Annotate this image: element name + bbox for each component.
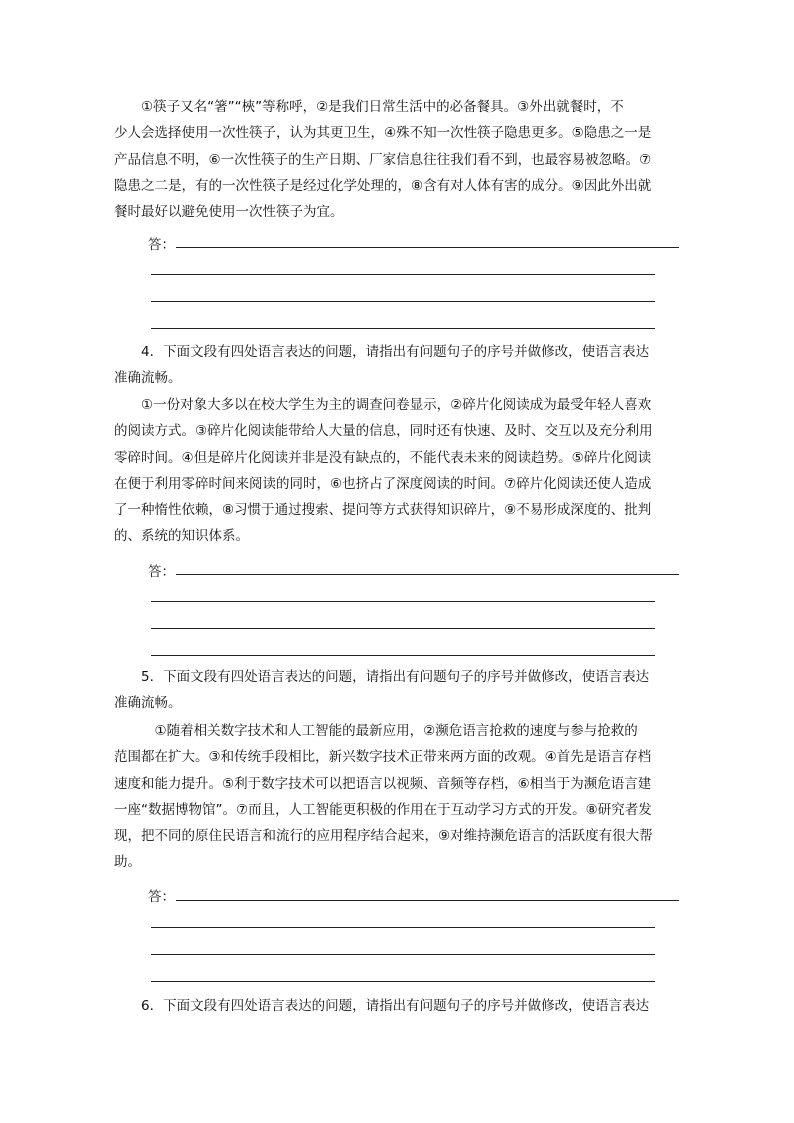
q5-passage-line: 一座“数据博物馆”。⑦而且，人工智能更积极的作用在于互动学习方式的开发。⑧研究者发 [114,801,652,818]
q3-passage-line: ①筷子又名“箸”“梜”等称呼，②是我们日常生活中的必备餐具。③外出就餐时，不 [114,99,624,115]
q5-answer-line[interactable] [151,927,655,928]
q4-answer-line[interactable] [151,601,655,602]
q3-passage-line: 隐患之二是，有的一次性筷子是经过化学处理的，⑧含有对人体有害的成分。⑨因此外出就 [114,177,652,194]
q5-passage-line: 范围都在扩大。③和传统手段相比，新兴数字技术正带来两方面的改观。④首先是语言存档 [114,749,652,766]
q4-answer-line[interactable] [176,574,679,575]
q5-passage [114,718,682,876]
q4-answer-label: 答： [148,564,175,580]
q5-passage-line: 现，把不同的原住民语言和流行的应用程序结合起来，⑨对维持濒危语言的活跃度有很大帮 [114,828,653,845]
q4-passage-line: 的阅读方式。③碎片化阅读能带给人大量的信息，同时还有快速、及时、交互以及充分利用 [114,423,653,440]
q5-question [114,664,682,717]
q4-answer-line[interactable] [151,628,655,629]
q5-question-line: 5．下面文段有四处语言表达的问题，请指出有问题句子的序号并做修改，使语言表达 [114,669,650,685]
q5-passage-line: 助。 [114,854,141,871]
q3-answer-line[interactable] [151,274,655,275]
q3-passage-line: 少人会选择使用一次性筷子，认为其更卫生，④殊不知一次性筷子隐患更多。⑤隐患之一是 [114,125,652,142]
q5-answer-line[interactable] [151,954,655,955]
q3-passage-line: 产品信息不明，⑥一次性筷子的生产日期、厂家信息往往我们看不到，也最容易被忽略。⑦ [114,151,652,168]
q5-answer-line[interactable] [176,900,679,901]
q4-passage-line: 的、系统的知识体系。 [114,528,249,545]
q5-passage-line: ①随着相关数字技术和人工智能的最新应用，②濒危语言抢救的速度与参与抢救的 [114,723,638,739]
q4-passage-line: 在便于利用零碎时间来阅读的同时，⑥也挤占了深度阅读的时间。⑦碎片化阅读还使人造成 [114,475,652,492]
q4-question-line: 准确流畅。 [114,370,182,387]
q3-answer-line[interactable] [151,301,655,302]
q3-answer-line[interactable] [151,328,655,329]
q3-answer-line[interactable] [176,247,679,248]
q4-answer-line[interactable] [151,655,655,656]
q5-answer-label: 答： [148,889,175,905]
q3-answer-label: 答： [148,237,175,253]
q4-passage [114,392,682,550]
q6-question-line: 6．下面文段有四处语言表达的问题，请指出有问题句子的序号并做修改，使语言表达 [114,998,650,1014]
q5-question-line: 准确流畅。 [114,695,182,712]
q4-question-line: 4．下面文段有四处语言表达的问题，请指出有问题句子的序号并做修改，使语言表达 [114,344,650,360]
q5-answer-line[interactable] [151,981,655,982]
q4-question [114,339,682,392]
q4-passage-line: ①一份对象大多以在校大学生为主的调查问卷显示，②碎片化阅读成为最受年轻人喜欢 [114,397,652,413]
q5-passage-line: 速度和能力提升。⑤利于数字技术可以把语言以视频、音频等存档，⑥相当于为濒危语言建 [114,775,652,792]
q4-passage-line: 零碎时间。④但是碎片化阅读并非是没有缺点的，不能代表未来的阅读趋势。⑤碎片化阅读 [114,449,652,466]
q6-question [114,993,682,1019]
q3-passage [114,94,682,225]
q4-passage-line: 了一种惰性依赖，⑧习惯于通过搜索、提问等方式获得知识碎片，⑨不易形成深度的、批判 [114,502,652,519]
q3-passage-line: 餐时最好以避免使用一次性筷子为宜。 [114,204,344,221]
